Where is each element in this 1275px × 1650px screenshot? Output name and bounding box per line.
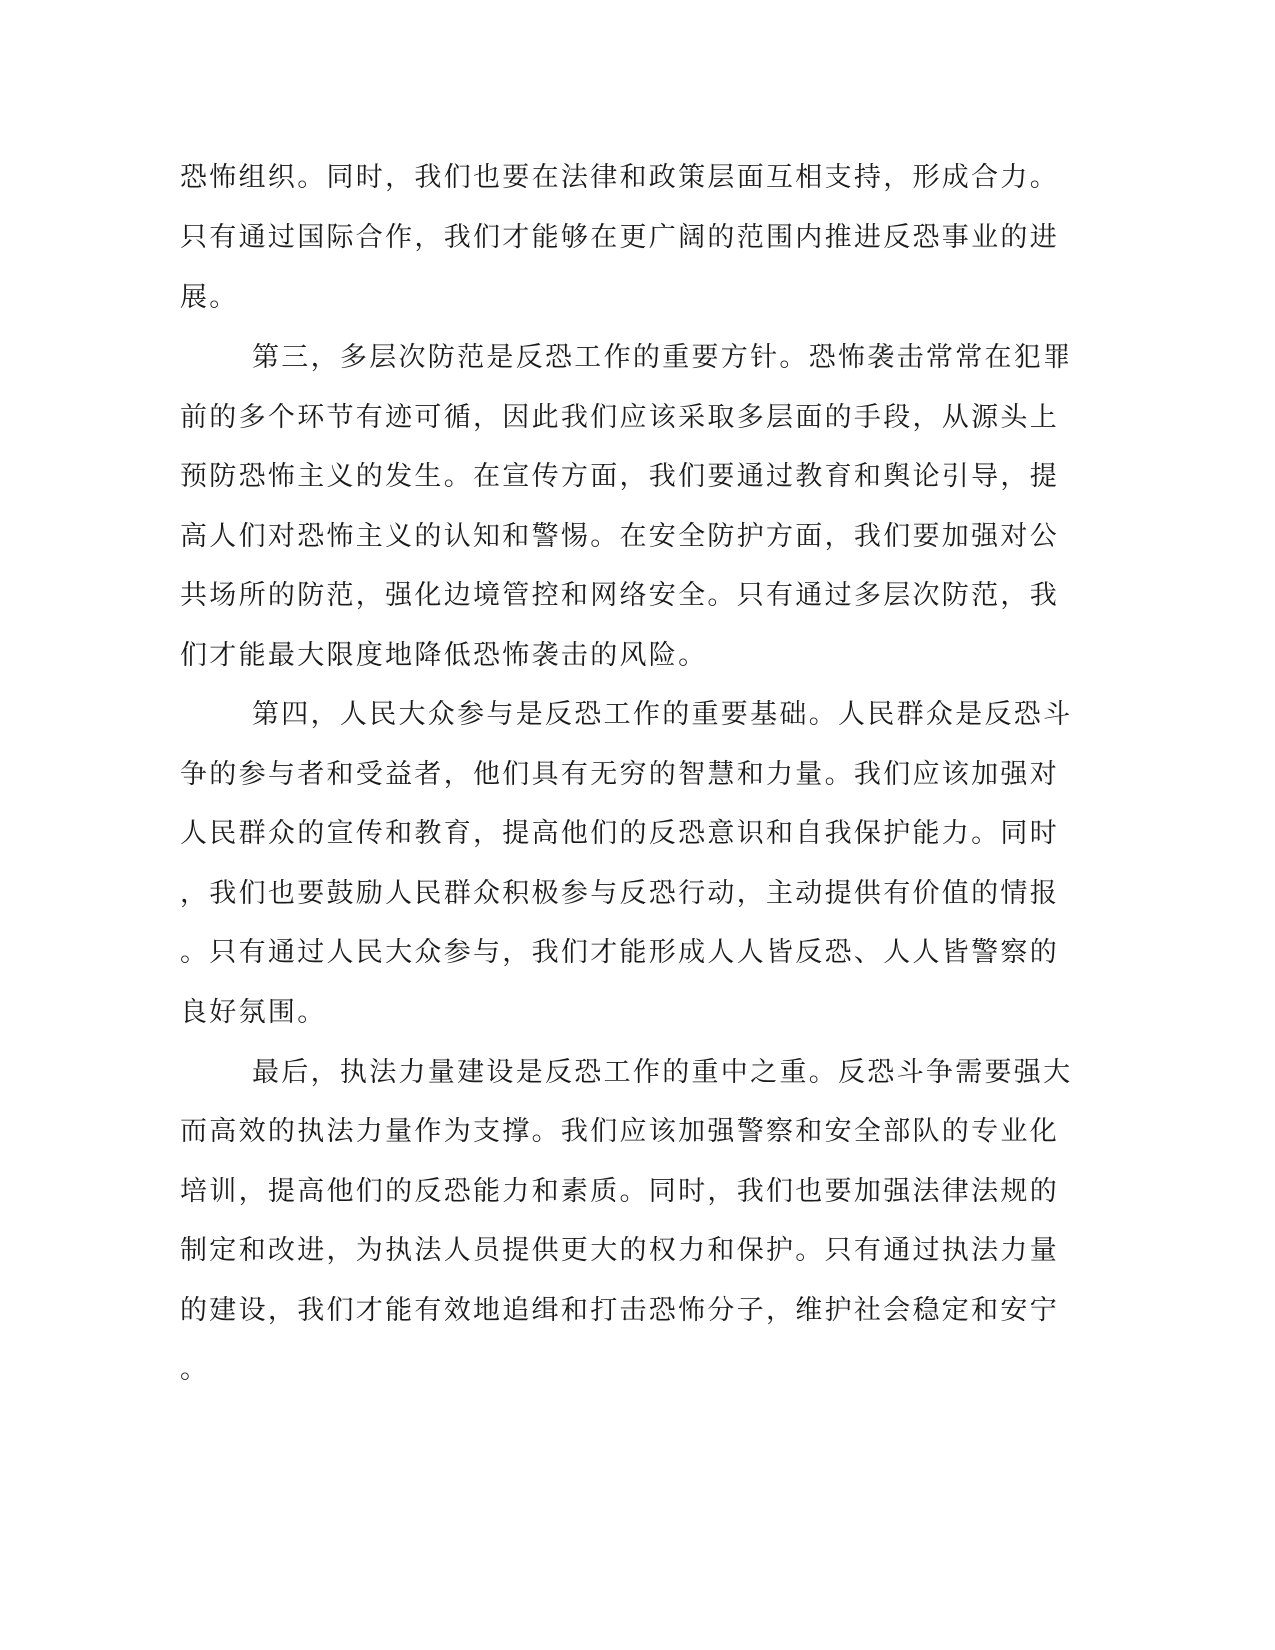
- paragraph-1-line-1: 恐怖组织。同时，我们也要在法律和政策层面互相支持，形成合力。: [180, 162, 1059, 193]
- paragraph-4-line-4: 制定和改进，为执法人员提供更大的权力和保护。只有通过执法力量: [180, 1235, 1059, 1266]
- paragraph-3-line-6: 良好氛围。: [180, 997, 327, 1028]
- paragraph-2-line-5: 共场所的防范，强化边境管控和网络安全。只有通过多层次防范，我: [180, 580, 1059, 611]
- paragraph-2-line-6: 们才能最大限度地降低恐怖袭击的风险。: [180, 640, 708, 671]
- paragraph-2-line-2: 前的多个环节有迹可循，因此我们应该采取多层面的手段，从源头上: [180, 402, 1059, 433]
- paragraph-4-line-6: 。: [180, 1354, 210, 1385]
- paragraph-2-line-4: 高人们对恐怖主义的认知和警惕。在安全防护方面，我们要加强对公: [180, 521, 1059, 552]
- paragraph-4-line-3: 培训，提高他们的反恐能力和素质。同时，我们也要加强法律法规的: [180, 1176, 1059, 1207]
- paragraph-4-line-2: 而高效的执法力量作为支撑。我们应该加强警察和安全部队的专业化: [180, 1116, 1059, 1147]
- paragraph-3-line-3: 人民群众的宣传和教育，提高他们的反恐意识和自我保护能力。同时: [180, 818, 1059, 849]
- paragraph-4-line-1: 最后，执法力量建设是反恐工作的重中之重。反恐斗争需要强大: [252, 1057, 1073, 1088]
- paragraph-4-line-5: 的建设，我们才能有效地追缉和打击恐怖分子，维护社会稳定和安宁: [180, 1295, 1059, 1326]
- paragraph-3-line-1: 第四，人民大众参与是反恐工作的重要基础。人民群众是反恐斗: [252, 699, 1073, 730]
- paragraph-3-line-4: ，我们也要鼓励人民群众积极参与反恐行动，主动提供有价值的情报: [180, 878, 1059, 909]
- paragraph-1-line-3: 展。: [180, 282, 239, 313]
- paragraph-3-line-5: 。只有通过人民大众参与，我们才能形成人人皆反恐、人人皆警察的: [180, 937, 1059, 968]
- paragraph-2-line-1: 第三，多层次防范是反恐工作的重要方针。恐怖袭击常常在犯罪: [252, 342, 1073, 373]
- paragraph-2-line-3: 预防恐怖主义的发生。在宣传方面，我们要通过教育和舆论引导，提: [180, 461, 1059, 492]
- paragraph-3-line-2: 争的参与者和受益者，他们具有无穷的智慧和力量。我们应该加强对: [180, 759, 1059, 790]
- paragraph-1-line-2: 只有通过国际合作，我们才能够在更广阔的范围内推进反恐事业的进: [180, 222, 1059, 253]
